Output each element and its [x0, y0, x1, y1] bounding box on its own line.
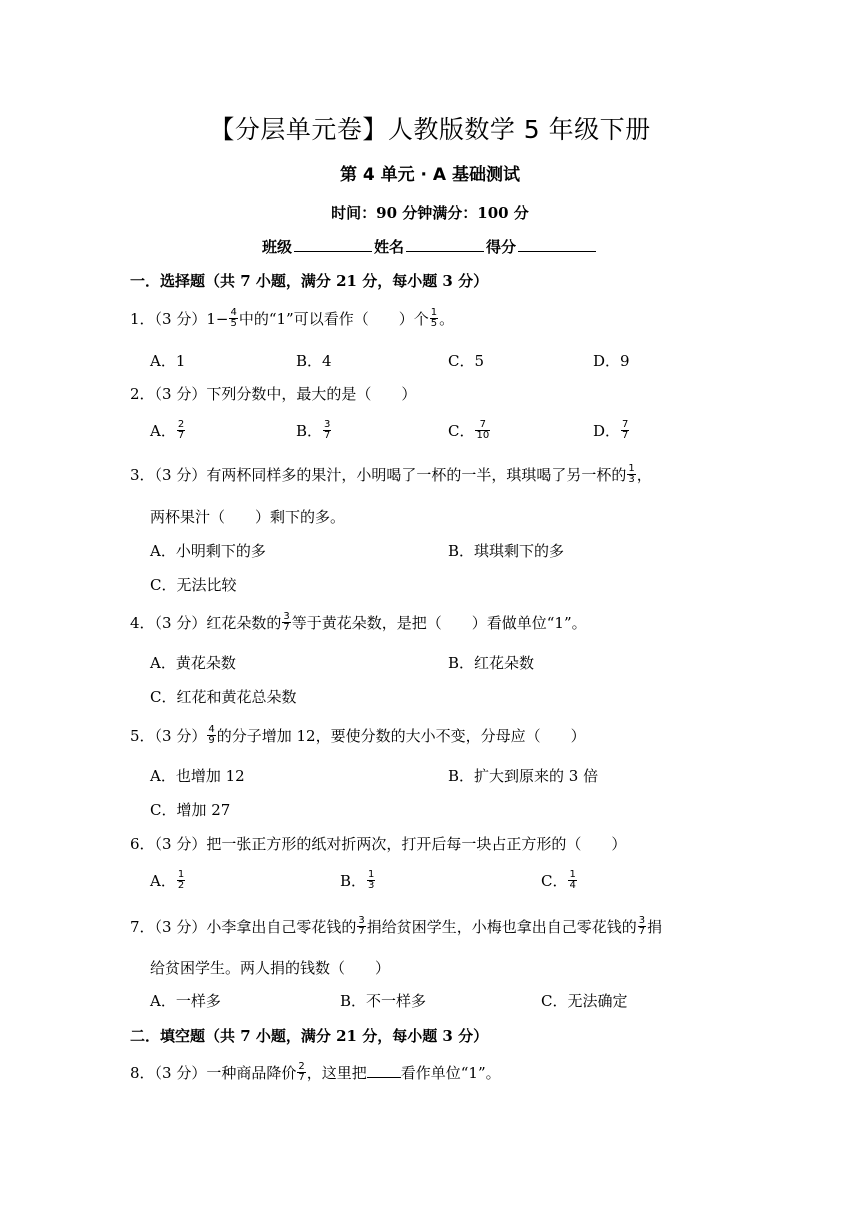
q4-option-c[interactable]: C．红花和黄花总朵数: [150, 688, 297, 706]
fraction: $\frac{3}{7}$: [638, 914, 646, 937]
score-label: 得分: [486, 238, 517, 256]
fraction: $\frac{3}{7}$: [358, 914, 365, 937]
page-subtitle: 第 4 单元 · A 基础测试: [339, 165, 521, 185]
question-3: 3．（3 分）有两杯同样多的果汁，小明喝了一杯的一半，琪琪喝了另一杯的 $\frac{1}{3}$ ，: [130, 462, 652, 485]
class-label: 班级: [261, 238, 292, 256]
q1-option-a[interactable]: A．1: [150, 352, 186, 370]
q7-option-c[interactable]: C．无法确定: [541, 992, 628, 1010]
question-7: 7．（3 分）小李拿出自己零花钱的 $\frac{3}{7}$ 捐给贫困学生，小梅也拿出自己零花钱的 $\frac{3}{7}$ 捐: [130, 914, 663, 937]
question-3-line2: 两杯果汁（ ）剩下的多。: [150, 508, 346, 526]
q2-option-c[interactable]: C． $\frac{7}{10}$: [448, 418, 490, 441]
fraction: $\frac{4}{5}$: [230, 306, 237, 329]
q2-option-d[interactable]: D． $\frac{7}{7}$: [593, 418, 629, 441]
question-4: 4．（3 分）红花朵数的 $\frac{3}{7}$ 等于黄花朵数，是把（ ）看做单位“1”。: [130, 610, 587, 633]
q5-option-b[interactable]: B．扩大到原来的 3 倍: [448, 767, 599, 785]
q1-option-b[interactable]: B．4: [296, 352, 332, 370]
section-heading-fill: 二．填空题（共 7 小题，满分 21 分，每小题 3 分）: [130, 1027, 489, 1045]
name-label: 姓名: [373, 238, 404, 256]
q5-option-a[interactable]: A．也增加 12: [150, 767, 245, 785]
q4-option-b[interactable]: B．红花朵数: [448, 654, 535, 672]
fraction: $\frac{2}{7}$: [298, 1060, 305, 1083]
question-5: 5．（3 分） $\frac{4}{9}$ 的分子增加 12，要使分数的大小不变，分母应（ ）: [130, 723, 586, 746]
class-blank[interactable]: [294, 237, 372, 252]
q3-option-b[interactable]: B．琪琪剩下的多: [448, 542, 565, 560]
q7-option-b[interactable]: B．不一样多: [340, 992, 427, 1010]
q2-option-b[interactable]: B． $\frac{3}{7}$: [296, 418, 331, 441]
question-2: 2．（3 分）下列分数中，最大的是（ ）: [130, 385, 417, 403]
answer-blank[interactable]: [367, 1063, 401, 1078]
fraction: $\frac{1}{5}$: [430, 306, 438, 329]
q1-option-d[interactable]: D．9: [593, 352, 630, 370]
q6-option-c[interactable]: C． $\frac{1}{4}$: [541, 868, 576, 891]
question-1: 1．（3 分）1− $\frac{4}{5}$ 中的“1”可以看作（ ）个 $\frac{1}{5}$ 。: [130, 306, 455, 329]
fraction: $\frac{1}{3}$: [628, 462, 635, 485]
name-blank[interactable]: [406, 237, 484, 252]
section-heading-choice: 一．选择题（共 7 小题，满分 21 分，每小题 3 分）: [130, 272, 489, 290]
time-info: 时间：90 分钟满分：100 分: [331, 204, 529, 222]
q3-option-a[interactable]: A．小明剩下的多: [150, 542, 266, 560]
question-7-line2: 给贫困学生。两人捐的钱数（ ）: [150, 959, 391, 977]
fraction: $\frac{4}{9}$: [208, 723, 215, 746]
q3-option-c[interactable]: C．无法比较: [150, 576, 237, 594]
q6-option-b[interactable]: B． $\frac{1}{3}$: [340, 868, 375, 891]
score-blank[interactable]: [518, 237, 596, 252]
question-8: 8．（3 分）一种商品降价 $\frac{2}{7}$ ，这里把 看作单位“1”。: [130, 1060, 501, 1083]
q2-option-a[interactable]: A． $\frac{2}{7}$: [150, 418, 185, 441]
q5-option-c[interactable]: C．增加 27: [150, 801, 231, 819]
q1-option-c[interactable]: C．5: [448, 352, 485, 370]
q7-option-a[interactable]: A．一样多: [150, 992, 221, 1010]
q6-option-a[interactable]: A． $\frac{1}{2}$: [150, 868, 185, 891]
q4-option-a[interactable]: A．黄花朵数: [150, 654, 236, 672]
page-title: 【分层单元卷】人教版数学 5 年级下册: [209, 115, 651, 144]
fraction: $\frac{3}{7}$: [283, 610, 290, 633]
student-info-line: [0, 236, 860, 257]
question-6: 6．（3 分）把一张正方形的纸对折两次，打开后每一块占正方形的（ ）: [130, 835, 627, 853]
